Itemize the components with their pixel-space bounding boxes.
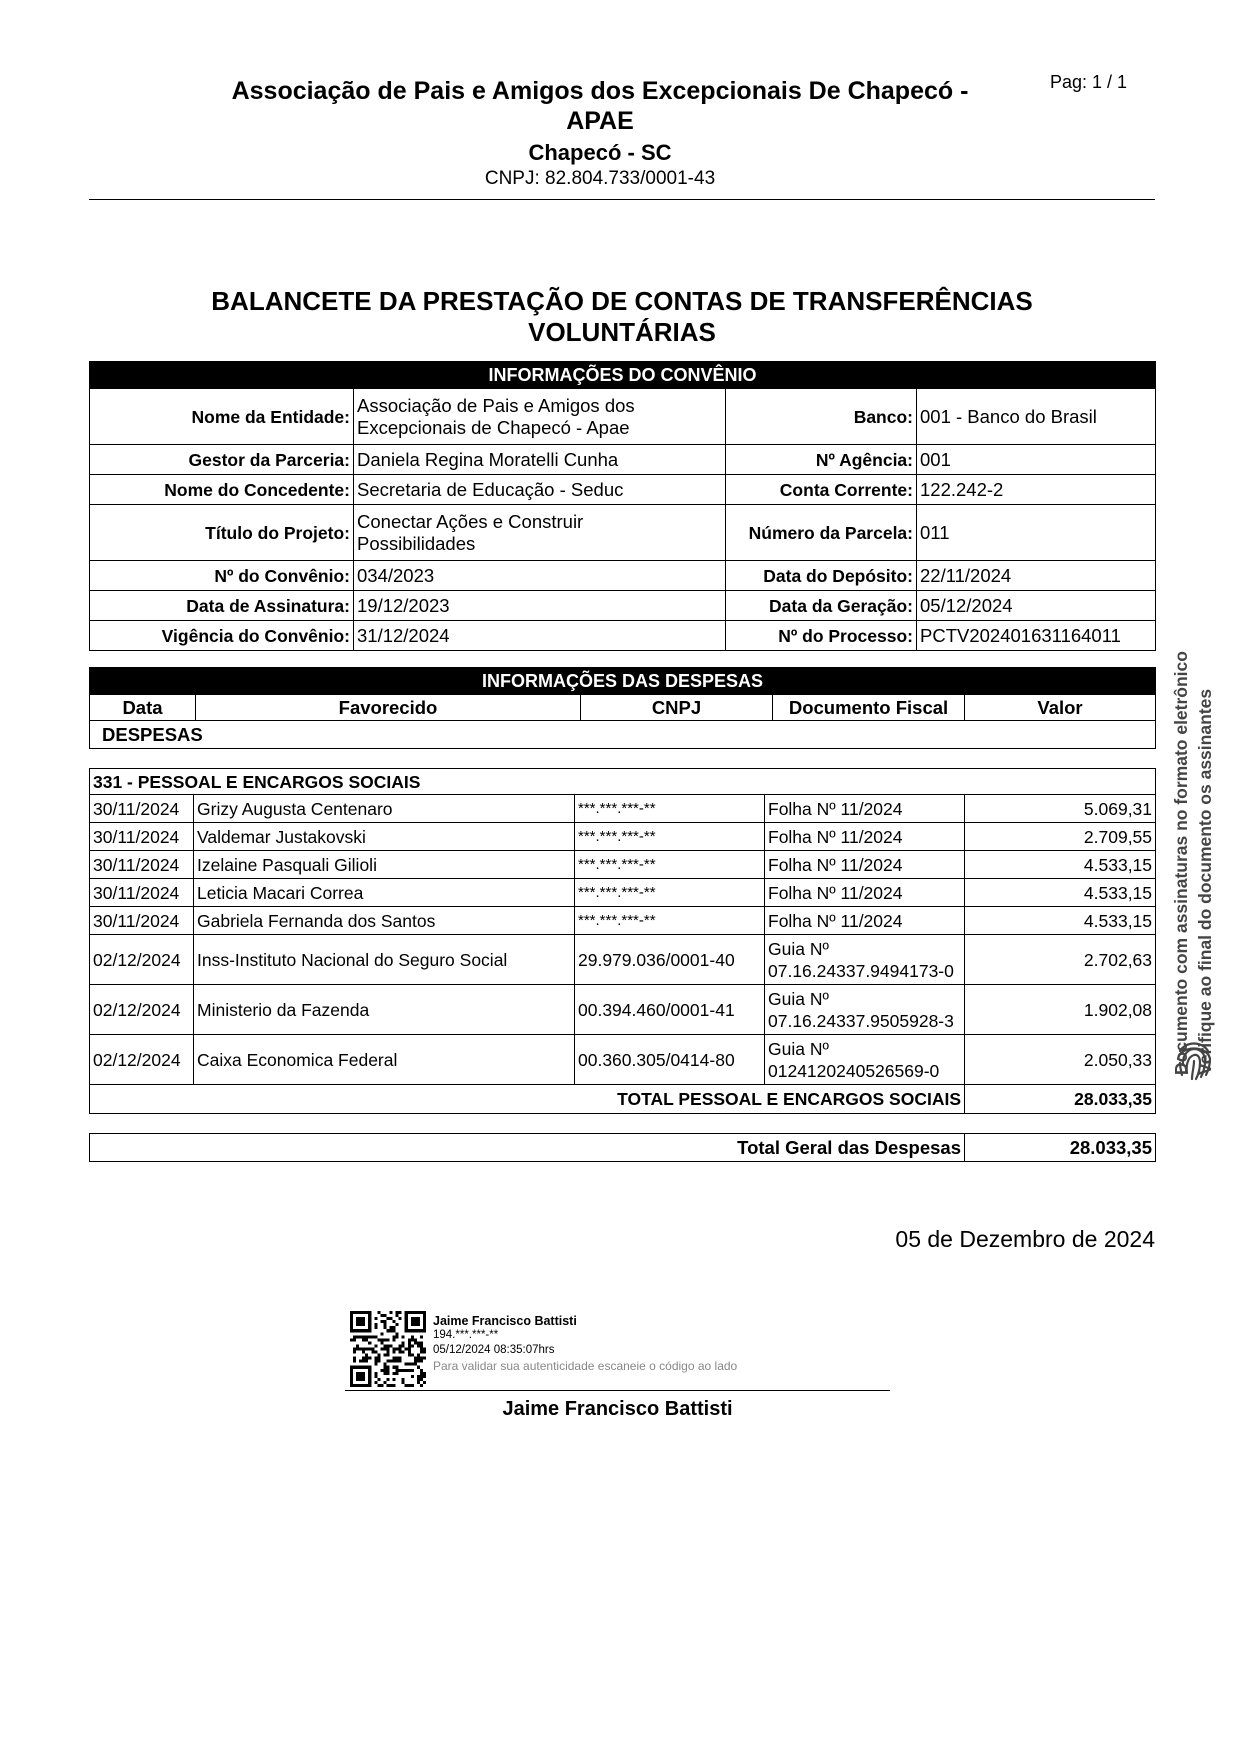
row-cnpj: ***.***.***-** <box>575 907 765 935</box>
row-value: 2.709,55 <box>965 823 1156 851</box>
fiscal-document-line1: Guia Nº <box>768 938 829 959</box>
row-fiscal-document: Folha Nº 11/2024 <box>765 795 965 823</box>
installment-value: 011 <box>917 505 1156 561</box>
manager-value: Daniela Regina Moratelli Cunha <box>354 445 726 475</box>
signature-date-value: 19/12/2023 <box>354 591 726 621</box>
agreement-number-label: Nº do Convênio: <box>90 561 354 591</box>
row-value: 4.533,15 <box>965 907 1156 935</box>
row-date: 02/12/2024 <box>90 1035 194 1085</box>
table-row <box>90 851 1156 879</box>
agency-value: 001 <box>917 445 1156 475</box>
table-row <box>90 985 1156 1035</box>
validity-value: 31/12/2024 <box>354 621 726 651</box>
row-date: 30/11/2024 <box>90 879 194 907</box>
row-value: 4.533,15 <box>965 851 1156 879</box>
entity-name-value-line1: Associação de Pais e Amigos dos <box>357 394 635 416</box>
row-date: 02/12/2024 <box>90 935 194 985</box>
table-row <box>90 879 1156 907</box>
group-total-value: 28.033,35 <box>965 1085 1156 1114</box>
convenio-table <box>89 361 1156 651</box>
expense-group-title: 331 - PESSOAL E ENCARGOS SOCIAIS <box>90 769 1156 795</box>
column-header-fiscal-document: Documento Fiscal <box>773 695 965 721</box>
fiscal-document-line2: 07.16.24337.9494173-0 <box>768 960 954 981</box>
group-total-label: TOTAL PESSOAL E ENCARGOS SOCIAIS <box>90 1085 965 1114</box>
row-payee: Izelaine Pasquali Gilioli <box>194 851 575 879</box>
generation-date-label: Data da Geração: <box>726 591 917 621</box>
qr-code-icon[interactable] <box>350 1311 426 1392</box>
signature-date-label: Data de Assinatura: <box>90 591 354 621</box>
deposit-date-value: 22/11/2024 <box>917 561 1156 591</box>
validation-note: Para validar sua autenticidade escaneie o código ao lado <box>433 1359 738 1373</box>
account-label: Conta Corrente: <box>726 475 917 505</box>
row-date: 30/11/2024 <box>90 851 194 879</box>
table-row <box>90 795 1156 823</box>
grand-total-value: 28.033,35 <box>965 1134 1156 1162</box>
row-cnpj: 00.360.305/0414-80 <box>575 1035 765 1085</box>
generation-date-value: 05/12/2024 <box>917 591 1156 621</box>
bank-value: 001 - Banco do Brasil <box>917 389 1156 445</box>
row-value: 2.702,63 <box>965 935 1156 985</box>
expenses-table <box>89 768 1156 1114</box>
row-cnpj: ***.***.***-** <box>575 851 765 879</box>
deposit-date-label: Data do Depósito: <box>726 561 917 591</box>
row-date: 30/11/2024 <box>90 795 194 823</box>
signature-line <box>345 1390 890 1391</box>
despesas-heading: INFORMAÇÕES DAS DESPESAS <box>90 668 1156 695</box>
signer-name: Jaime Francisco Battisti <box>502 1398 733 1420</box>
table-row <box>90 907 1156 935</box>
table-row <box>90 935 1156 985</box>
signer-name-small: Jaime Francisco Battisti <box>433 1314 577 1328</box>
row-date: 30/11/2024 <box>90 823 194 851</box>
row-date: 30/11/2024 <box>90 907 194 935</box>
row-payee: Ministerio da Fazenda <box>194 985 575 1035</box>
organization-name-line1: Associação de Pais e Amigos dos Excepcionais De Chapecó - <box>231 77 969 105</box>
table-row <box>90 1035 1156 1085</box>
despesas-header-table <box>89 667 1156 749</box>
column-header-value: Valor <box>965 695 1156 721</box>
grantor-label: Nome do Concedente: <box>90 475 354 505</box>
row-value: 4.533,15 <box>965 879 1156 907</box>
project-title-value-line1: Conectar Ações e Construir <box>357 510 584 532</box>
row-payee: Caixa Economica Federal <box>194 1035 575 1085</box>
signature-timestamp: 05/12/2024 08:35:07hrs <box>433 1344 555 1356</box>
process-number-label: Nº do Processo: <box>726 621 917 651</box>
row-cnpj: 29.979.036/0001-40 <box>575 935 765 985</box>
notice-line2: Verifique ao final do documento os assinantes <box>1195 688 1215 1075</box>
installment-label: Número da Parcela: <box>726 505 917 561</box>
row-payee: Gabriela Fernanda dos Santos <box>194 907 575 935</box>
row-date: 02/12/2024 <box>90 985 194 1035</box>
row-fiscal-document <box>765 1035 965 1085</box>
convenio-heading: INFORMAÇÕES DO CONVÊNIO <box>90 362 1156 389</box>
table-row <box>90 823 1156 851</box>
document-date: 05 de Dezembro de 2024 <box>895 1226 1155 1252</box>
document-title-line1: BALANCETE DA PRESTAÇÃO DE CONTAS DE TRANSFERÊNCIAS <box>211 286 1033 316</box>
validity-label: Vigência do Convênio: <box>90 621 354 651</box>
fiscal-document-line1: Guia Nº <box>768 1038 829 1059</box>
entity-name-label: Nome da Entidade: <box>90 389 354 445</box>
manager-label: Gestor da Parceria: <box>90 445 354 475</box>
row-fiscal-document <box>765 985 965 1035</box>
project-title-value-line2: Possibilidades <box>357 532 476 554</box>
document-title <box>89 286 1155 348</box>
row-value: 2.050,33 <box>965 1035 1156 1085</box>
fiscal-document-line2: 0124120240526569-0 <box>768 1060 940 1081</box>
row-payee: Valdemar Justakovski <box>194 823 575 851</box>
row-fiscal-document: Folha Nº 11/2024 <box>765 879 965 907</box>
process-number-value: PCTV202401631164011 <box>917 621 1156 651</box>
column-header-payee: Favorecido <box>196 695 581 721</box>
row-cnpj: ***.***.***-** <box>575 823 765 851</box>
organization-name-line2: APAE <box>566 107 634 135</box>
row-fiscal-document: Folha Nº 11/2024 <box>765 907 965 935</box>
row-cnpj: 00.394.460/0001-41 <box>575 985 765 1035</box>
row-payee: Leticia Macari Correa <box>194 879 575 907</box>
organization-city: Chapecó - SC <box>528 140 672 165</box>
project-title-label: Título do Projeto: <box>90 505 354 561</box>
organization-cnpj: CNPJ: 82.804.733/0001-43 <box>484 168 716 189</box>
row-fiscal-document: Folha Nº 11/2024 <box>765 851 965 879</box>
fiscal-document-line2: 07.16.24337.9505928-3 <box>768 1010 954 1031</box>
project-title-value <box>354 505 726 561</box>
entity-name-value-line2: Excepcionais de Chapecó - Apae <box>357 416 630 438</box>
bank-label: Banco: <box>726 389 917 445</box>
row-payee: Inss-Instituto Nacional do Seguro Social <box>194 935 575 985</box>
page-number: Pag: 1 / 1 <box>1050 72 1128 92</box>
row-fiscal-document <box>765 935 965 985</box>
row-cnpj: ***.***.***-** <box>575 879 765 907</box>
row-value: 5.069,31 <box>965 795 1156 823</box>
row-cnpj: ***.***.***-** <box>575 795 765 823</box>
header-divider <box>89 199 1155 200</box>
row-value: 1.902,08 <box>965 985 1156 1035</box>
document-title-line2: VOLUNTÁRIAS <box>528 317 716 347</box>
fiscal-document-line1: Guia Nº <box>768 988 829 1009</box>
grand-total-table <box>89 1133 1156 1162</box>
row-payee: Grizy Augusta Centenaro <box>194 795 575 823</box>
fingerprint-icon <box>1170 1035 1218 1088</box>
signer-cpf: 194.***.***-** <box>433 1329 499 1341</box>
entity-name-value <box>354 389 726 445</box>
agreement-number-value: 034/2023 <box>354 561 726 591</box>
notice-line1: Documento com assinaturas no formato eletrônico <box>1171 651 1191 1075</box>
despesas-section-label: DESPESAS <box>90 721 1156 749</box>
account-value: 122.242-2 <box>917 475 1156 505</box>
column-header-date: Data <box>90 695 196 721</box>
column-header-cnpj: CNPJ <box>581 695 773 721</box>
grantor-value: Secretaria de Educação - Seduc <box>354 475 726 505</box>
row-fiscal-document: Folha Nº 11/2024 <box>765 823 965 851</box>
organization-name <box>180 76 1020 136</box>
grand-total-label: Total Geral das Despesas <box>90 1134 965 1162</box>
agency-label: Nº Agência: <box>726 445 917 475</box>
